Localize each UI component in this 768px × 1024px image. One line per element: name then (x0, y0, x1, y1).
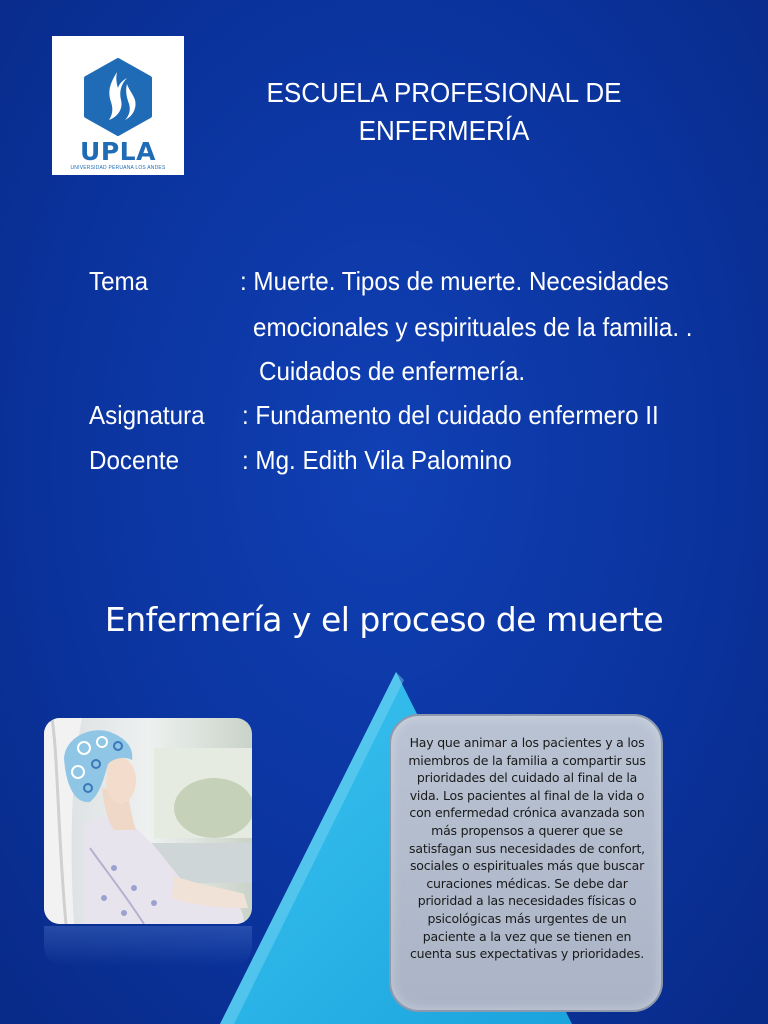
school-title-line1: ESCUELA PROFESIONAL DE (266, 77, 622, 108)
school-title-line2: ENFERMERÍA (358, 115, 530, 146)
logo-wordmark: UPLA (80, 137, 156, 166)
asignatura-value: : Fundamento del cuidado enfermero II (242, 400, 659, 430)
docente-label: Docente (89, 445, 180, 475)
tema-label: Tema (89, 266, 149, 296)
photo-reflection (44, 926, 252, 966)
patient-photo (44, 718, 252, 924)
logo-subtitle: UNIVERSIDAD PERUANA LOS ANDES (70, 165, 166, 171)
tema-value-line2: emocionales y espirituales de la familia. . (253, 312, 693, 342)
upla-flame-hexagon-icon (83, 58, 153, 136)
callout-box (389, 714, 663, 1012)
section-title: Enfermería y el proceso de muerte (104, 600, 664, 639)
school-title (239, 74, 648, 150)
asignatura-label: Asignatura (89, 400, 205, 430)
callout-text: Hay que animar a los pacientes y a los miembros de la familia a compartir sus prioridades del cuidado al final de la vida. Los pacientes al final de la vida o con enfermedad crónica avanzada son más propensos a querer que se satisfagan sus necesidades de confort, sociales o espirituales más que buscar curaciones médicas. Se debe dar prioridad a las necesidades físicas o psicológicas más urgentes de un paciente a la vez que se tienen en cuenta sus expectativas y prioridades. (408, 735, 646, 962)
tema-value-line3: Cuidados de enfermería. (259, 356, 526, 386)
upla-logo (52, 36, 184, 175)
docente-value: : Mg. Edith Vila Palomino (242, 445, 512, 475)
tema-value-line1: : Muerte. Tipos de muerte. Necesidades (240, 266, 669, 296)
